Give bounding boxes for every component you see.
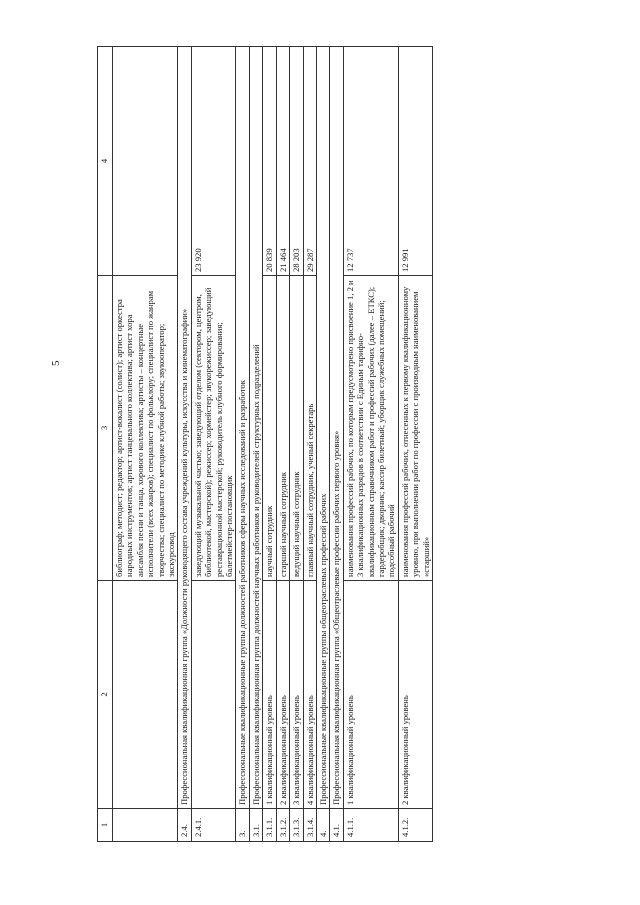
row-code: 4. — [316, 809, 329, 842]
qualification-level: 2 квалификационный уровень — [276, 581, 289, 809]
row-code: 4.1.1. — [343, 809, 398, 842]
row-code: 2.4. — [178, 809, 191, 842]
salary-value: 29 287 — [303, 47, 316, 276]
salary-value: 12 737 — [343, 47, 398, 276]
qualification-level: 1 квалификационный уровень — [343, 581, 398, 809]
group-header-row — [249, 47, 262, 842]
page-number: 5 — [50, 360, 62, 366]
table-row — [343, 47, 398, 842]
qualification-level: 3 квалификационный уровень — [290, 581, 303, 809]
table-row — [398, 47, 432, 842]
table-row — [191, 47, 236, 842]
group-title: Профессиональная квалификационная группа «Должности руководящего состава учреждений культуры, искусства и кинематографии» — [178, 47, 191, 809]
row-code: 3.1.4. — [303, 809, 316, 842]
group-title: Профессиональные квалификационные группы должностей работников сферы научных исследований и разработок — [236, 47, 249, 809]
group-header-row — [236, 47, 249, 842]
qualification-level: 2 квалификационный уровень — [398, 581, 432, 809]
row-code: 3. — [236, 809, 249, 842]
group-header-row — [330, 47, 343, 842]
positions-list: главный научный сотрудник, ученый секретарь — [303, 276, 316, 581]
row-code: 4.1. — [330, 809, 343, 842]
qualification-level — [113, 581, 178, 809]
column-number-3: 3 — [98, 276, 113, 581]
row-code — [113, 809, 178, 842]
salary-table — [97, 46, 433, 842]
column-number-1: 1 — [98, 809, 113, 842]
rotated-page-content — [97, 47, 543, 842]
salary-value: 12 991 — [398, 47, 432, 276]
group-header-row — [316, 47, 329, 842]
group-title: Профессиональная квалификационная группа «Общеотраслевые профессии рабочих первого уровня» — [330, 47, 343, 809]
row-code: 3.1.3. — [290, 809, 303, 842]
positions-list: ведущий научный сотрудник — [290, 276, 303, 581]
row-code: 4.1.2. — [398, 809, 432, 842]
column-number-4: 4 — [98, 47, 113, 276]
salary-value: 21 464 — [276, 47, 289, 276]
column-number-2: 2 — [98, 581, 113, 809]
group-title: Профессиональные квалификационные группы общеотраслевых профессий рабочих — [316, 47, 329, 809]
positions-list: старший научный сотрудник — [276, 276, 289, 581]
column-number-row — [98, 47, 113, 842]
positions-list: заведующий музыкальной частью; заведующий отделом (сектором, центром, библиотекой, мастерской); режиссер; хормейстер; звукорежиссер; заведующий реставрационной мастерской; руководитель клубного формирования; балетмейстер-постановщик — [191, 276, 236, 581]
row-code: 3.1. — [249, 809, 262, 842]
positions-list: наименования профессий рабочих, по которым предусмотрено присвоение 1, 2 и 3 квалификационных разрядов в соответствии с Единым тарифно-квалификационным справочником работ и профессий рабочих (далее – ЕТКС); гардеробщик; дворник; кассир билетный; уборщик служебных помещений; подсобный рабочий — [343, 276, 398, 581]
table-row — [263, 47, 276, 842]
qualification-level: 1 квалификационный уровень — [263, 581, 276, 809]
table-body — [98, 47, 433, 842]
positions-list: библиограф; методист; редактор; артист-вокалист (солист); артист оркестра народных инструментов; артист танцевального коллектива; артист хора ансамбля песни и танца, хорового коллектива; артисты – концертные исполнители (всех жанров); специалист по фольклору; специалист по жанрам творчества; специалист по методике клубной работы; звукооператор; экскурсовод — [113, 276, 178, 581]
qualification-level — [191, 581, 236, 809]
table-row — [276, 47, 289, 842]
group-header-row — [178, 47, 191, 842]
table-row — [113, 47, 178, 842]
salary-value: 28 203 — [290, 47, 303, 276]
salary-value: 20 839 — [263, 47, 276, 276]
table-row — [290, 47, 303, 842]
group-title: Профессиональная квалификационная группа должностей научных работников и руководителей структурных подразделений — [249, 47, 262, 809]
positions-list: наименования профессий рабочих, отнесенных к первому квалификационному уровню, при выполнении работ по профессии с производным наименованием «старший» — [398, 276, 432, 581]
row-code: 3.1.1. — [263, 809, 276, 842]
row-code: 3.1.2. — [276, 809, 289, 842]
qualification-level: 4 квалификационный уровень — [303, 581, 316, 809]
salary-value — [113, 47, 178, 276]
positions-list: научный сотрудник — [263, 276, 276, 581]
table-row — [303, 47, 316, 842]
salary-value: 23 920 — [191, 47, 236, 276]
row-code: 2.4.1. — [191, 809, 236, 842]
